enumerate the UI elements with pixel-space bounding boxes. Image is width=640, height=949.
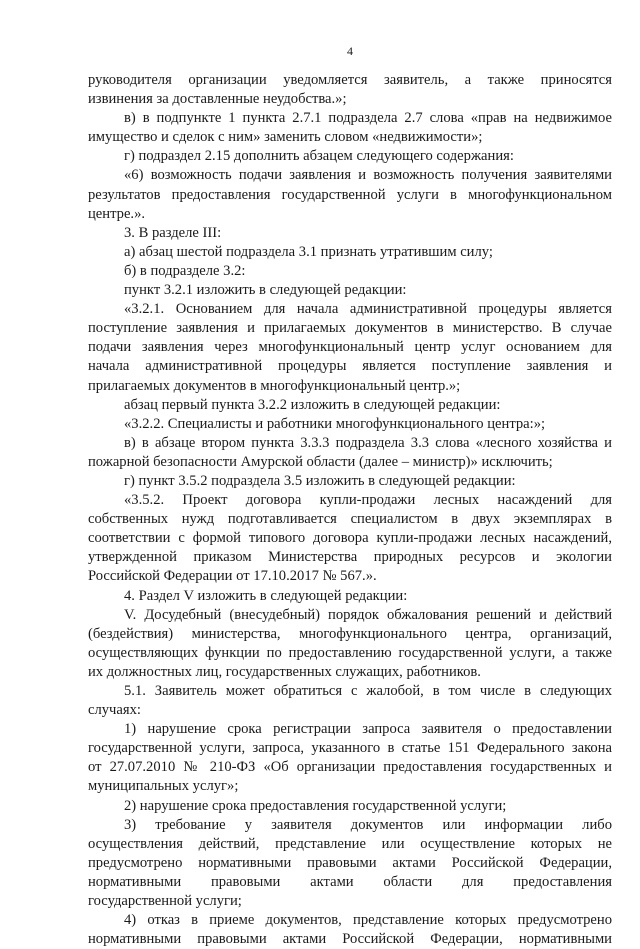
- text-line: «3.5.2. Проект договора купли-продажи лесных насаждений для: [124, 492, 612, 509]
- text-line: в) в абзаце втором пункта 3.3.3 подраздела 3.3 слова «лесного хозяйства и: [124, 434, 612, 451]
- text-line: начала административной процедуры является поступление заявления и: [88, 358, 612, 375]
- text-line: Российской Федерации от 17.10.2017 № 567.».: [88, 568, 377, 585]
- text-line: случаях:: [88, 702, 141, 719]
- text-line: результатов предоставления государственной услуги в многофункциональном: [88, 186, 612, 203]
- text-line: имущество и сделок с ним» заменить словом «недвижимости»;: [88, 129, 483, 146]
- text-line: подачи заявления через многофункциональный центр услуг основанием для: [88, 339, 612, 356]
- text-line: 3. В разделе III:: [124, 224, 222, 241]
- text-line: 2) нарушение срока предоставления государственной услуги;: [124, 797, 507, 814]
- text-line: прилагаемых документов в многофункциональный центр.»;: [88, 377, 461, 394]
- text-line: руководителя организации уведомляется заявитель, а также приносятся: [88, 72, 612, 88]
- text-line: государственной услуги;: [88, 893, 242, 910]
- text-line: извинения за доставленные неудобства.»;: [88, 91, 347, 108]
- text-line: 1) нарушение срока регистрации запроса заявителя о предоставлении: [124, 721, 612, 738]
- text-line: «3.2.1. Основанием для начала административной процедуры является: [124, 301, 612, 318]
- text-line: нормативными правовыми актами Российской Федерации, нормативными: [88, 931, 612, 948]
- page-number: 4: [347, 44, 353, 58]
- text-line: абзац первый пункта 3.2.2 изложить в следующей редакции:: [124, 396, 501, 413]
- text-line: соответствии с формой типового договора купли-продажи лесных насаждений,: [88, 530, 612, 547]
- text-line: от 27.07.2010 № 210-ФЗ «Об организации предоставления государственных и: [88, 759, 612, 776]
- document-body: [88, 71, 612, 949]
- text-line: пункт 3.2.1 изложить в следующей редакции:: [124, 282, 407, 299]
- text-line: 4) отказ в приеме документов, представление которых предусмотрено: [124, 912, 612, 929]
- text-line: в) в подпункте 1 пункта 2.7.1 подраздела 2.7 слова «прав на недвижимое: [124, 110, 612, 127]
- text-line: центре.».: [88, 205, 146, 222]
- text-line: 3) требование у заявителя документов или информации либо: [124, 816, 612, 833]
- text-line: «3.2.2. Специалисты и работники многофункционального центра:»;: [124, 415, 546, 432]
- text-line: утвержденной приказом Министерства природных ресурсов и экологии: [88, 549, 612, 566]
- text-line: V. Досудебный (внесудебный) порядок обжалования решений и действий: [124, 606, 612, 623]
- text-line: (бездействия) министерства, многофункционального центра, организаций,: [88, 625, 612, 642]
- text-line: осуществления действий, представление или осуществление которых не: [88, 835, 612, 852]
- text-line: нормативными правовыми актами области для предоставления: [88, 873, 612, 890]
- text-line: 4. Раздел V изложить в следующей редакции:: [124, 587, 408, 604]
- text-line: собственных нужд подготавливается специалистом в двух экземплярах в: [88, 511, 612, 528]
- text-line: б) в подразделе 3.2:: [124, 262, 246, 279]
- text-line: их должностных лиц, государственных служащих, работников.: [88, 663, 481, 680]
- text-line: «6) возможность подачи заявления и возможность получения заявителями: [124, 167, 612, 184]
- text-line: государственной услуги, запроса, указанного в статье 151 Федерального закона: [88, 740, 612, 757]
- text-line: 5.1. Заявитель может обратиться с жалобой, в том числе в следующих: [124, 683, 612, 699]
- text-line: г) пункт 3.5.2 подраздела 3.5 изложить в следующей редакции:: [124, 472, 516, 489]
- text-line: пожарной безопасности Амурской области (далее – министр)» исключить;: [88, 453, 553, 470]
- text-line: поступление заявления и прилагаемых документов в министерство. В случае: [88, 320, 612, 337]
- text-line: осуществляющих функции по предоставлению государственной услуги, а также: [88, 644, 612, 661]
- text-line: а) абзац шестой подраздела 3.1 признать утратившим силу;: [124, 243, 493, 260]
- text-line: г) подраздел 2.15 дополнить абзацем следующего содержания:: [124, 148, 514, 165]
- text-line: муниципальных услуг»;: [88, 778, 239, 795]
- text-line: предусмотрено нормативными правовыми актами Российской Федерации,: [88, 854, 612, 871]
